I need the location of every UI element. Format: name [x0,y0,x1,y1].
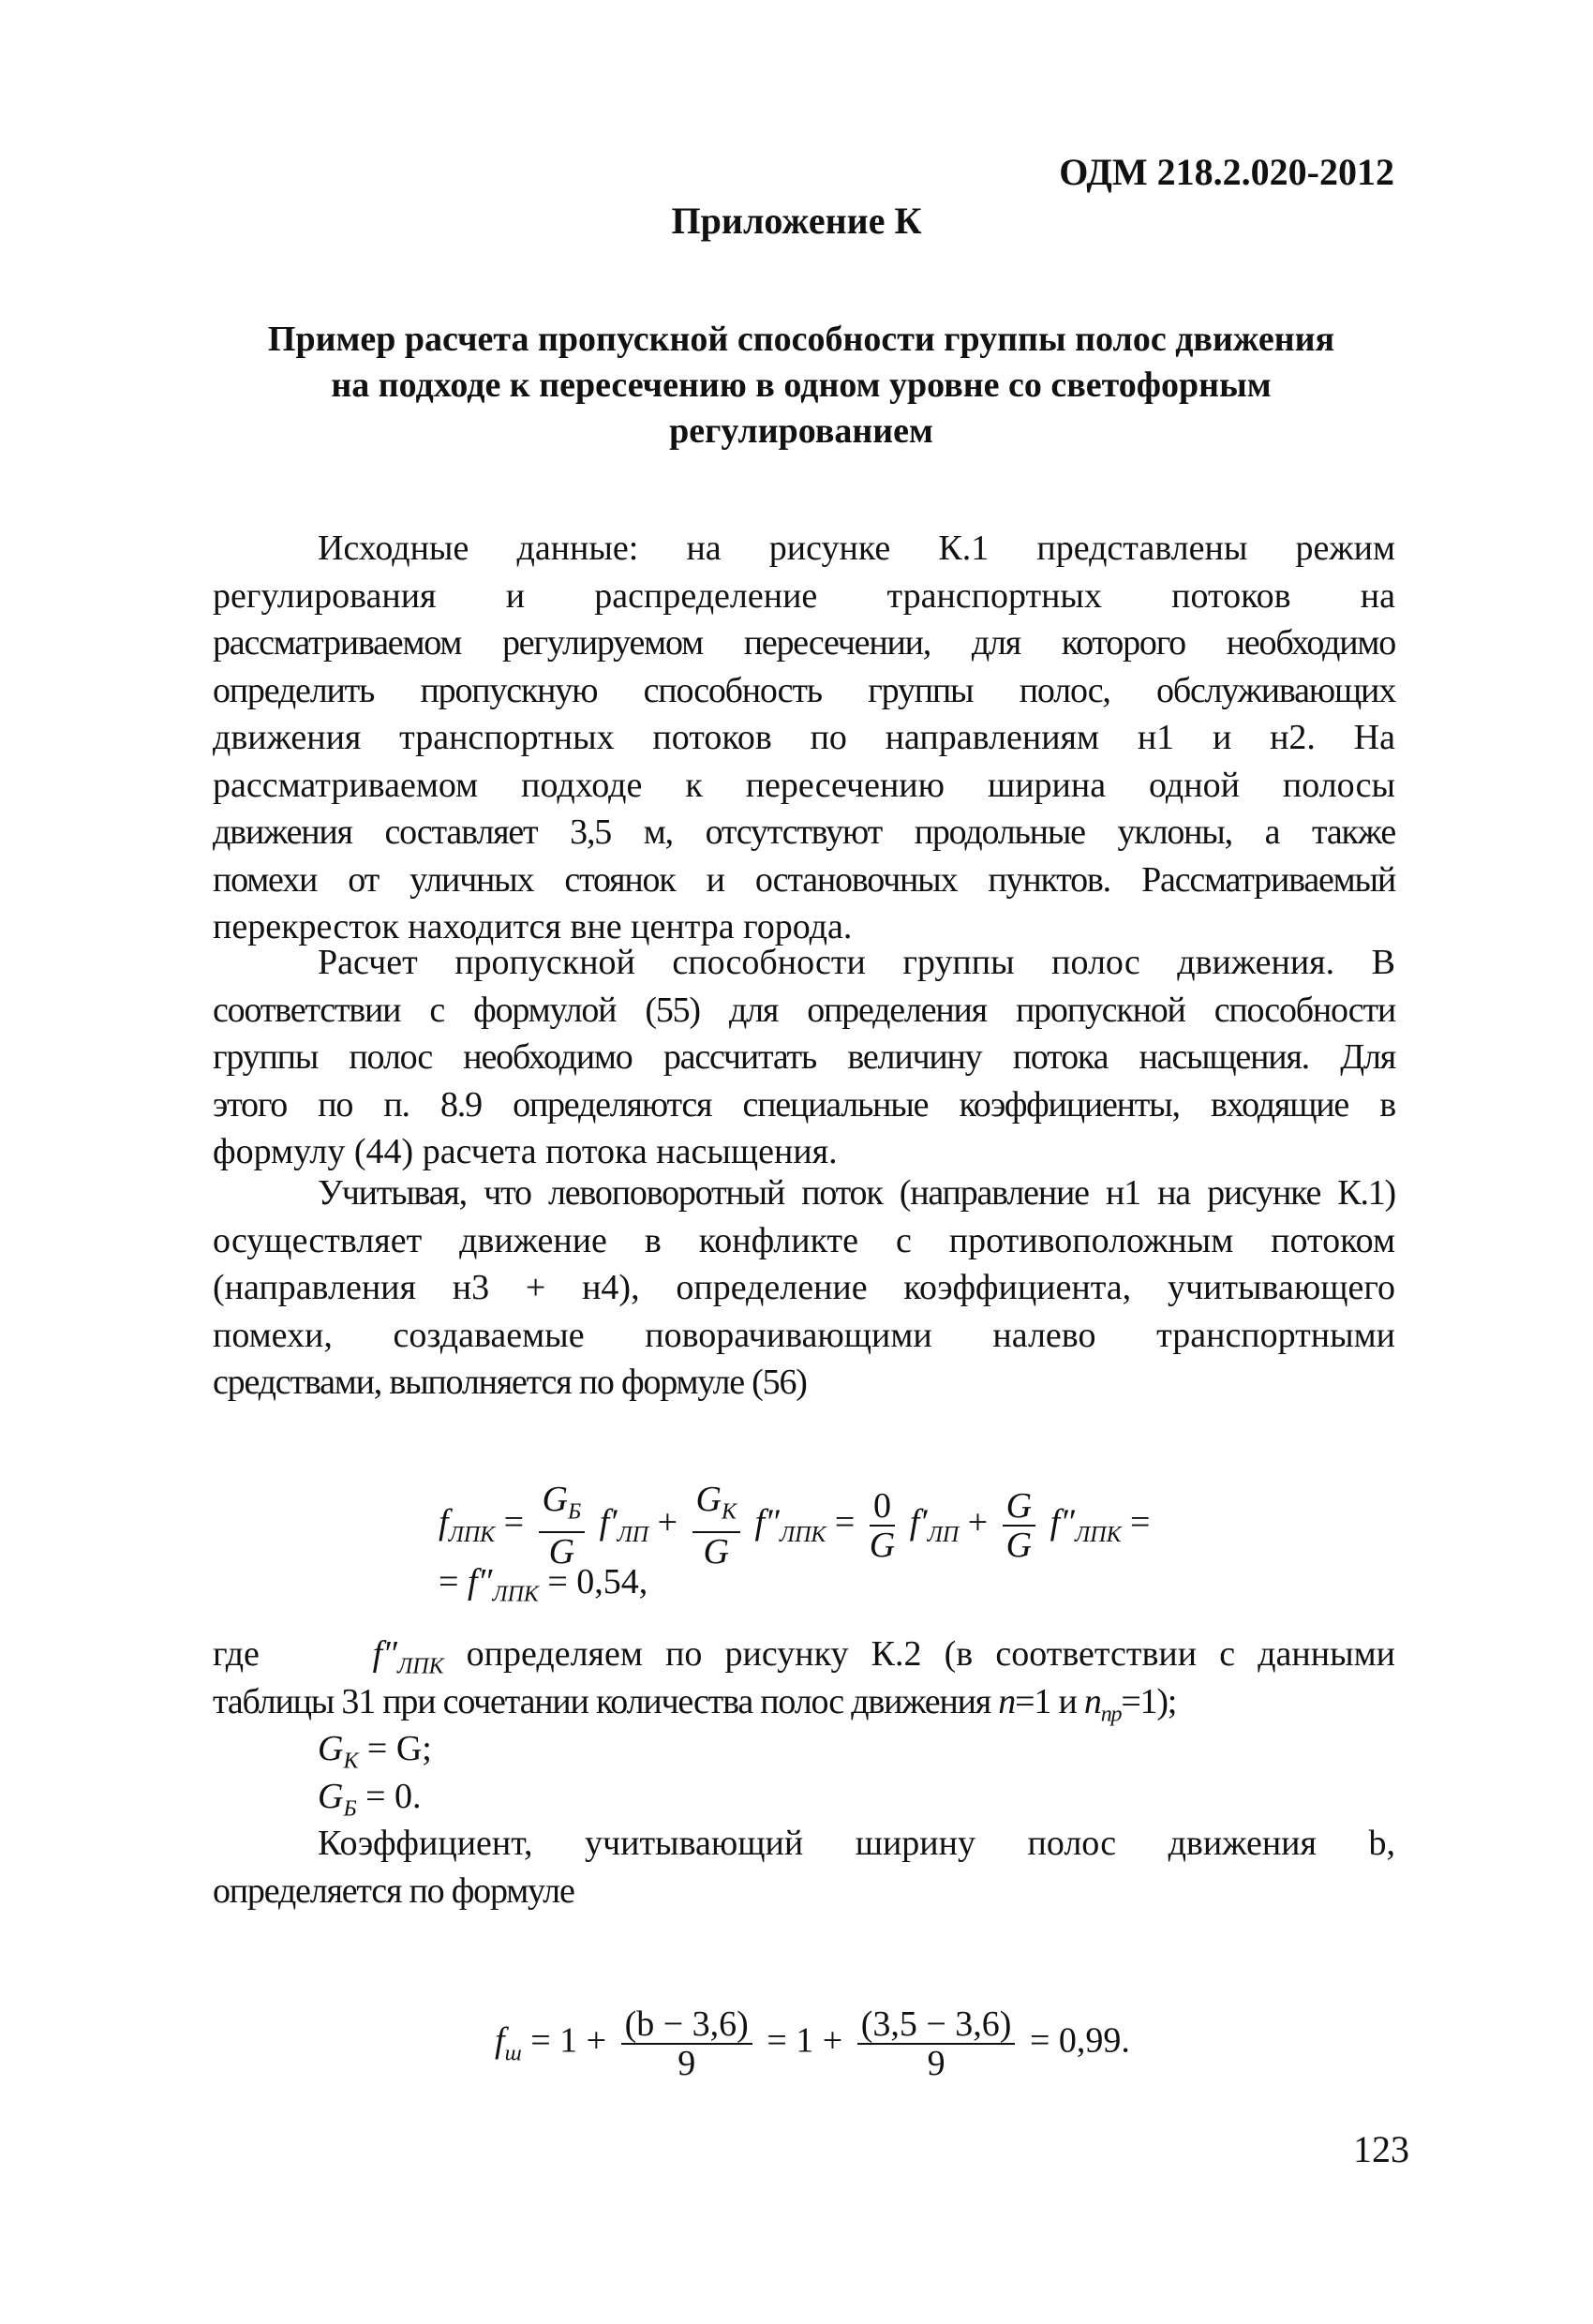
text-line: Коэффициент, учитывающий ширину полос движения b, [318,1824,1395,1863]
fraction: $\frac{G}{G}$ [1003,1487,1035,1564]
document-code: ОДМ 218.2.020-2012 [1059,151,1394,193]
text-line: перекресток находится вне центра города. [213,907,853,946]
text-line: рассматриваемом подходе к пересечению ширина одной полосы [213,765,1395,805]
page-number: 123 [1353,2128,1409,2170]
appendix-title: Приложение К [671,200,922,242]
text-line: движения транспортных потоков по направлениям н1 и н2. На [213,718,1395,757]
text-line: таблицы 31 при сочетании количества полос движения n=1 и $n_{пр}=1$); [213,1681,1177,1727]
text-line: Исходные данные: на рисунке К.1 представлены режим [318,529,1395,568]
title-line: регулированием [669,411,933,451]
text-line: определить пропускную способность группы полос, обслуживающих [213,670,1395,710]
text-line: рассматриваемом регулируемом пересечении, для которого необходимо [213,623,1395,663]
text-line: $G_К = G$; [318,1729,432,1774]
paragraph-lane-width [213,1820,1395,1914]
text-line: средствами, выполняется по формуле (56) [213,1363,807,1402]
text-line: соответствии с формулой (55) для определения пропускной способности [213,990,1395,1030]
formula-lane-width: $f_ш = 1$ + $\frac{(b - 3,6)}{9}$ = 1 + $\frac{(3,5 - 3,6)}{9}$ = 0,99. [495,2004,1130,2083]
paragraph-capacity-calc [213,939,1395,1176]
text-line: движения составляет 3,5 м, отсутствуют продольные уклоны, а также [213,812,1395,852]
fraction: $\frac{(b - 3,6)}{9}$ [621,2005,752,2082]
title-line: на подходе к пересечению в одном уровне со светофорным [331,365,1272,405]
text-line: помехи, создаваемые поворачивающими налево транспортными [213,1315,1395,1355]
text-line: этого по п. 8.9 определяются специальные коэффициенты, входящие в [213,1084,1395,1125]
text-line: определяется по формуле [213,1870,574,1911]
formula-left-turn-result: = $f''_{ЛПК} = 0,54$, [439,1562,648,1607]
text-line: Учитывая, что левоповоротный поток (направление н1 на рисунке К.1) [318,1173,1395,1213]
text-line: регулирования и распределение транспортных потоков на [213,575,1395,616]
paragraph-left-turn [213,1169,1395,1407]
paragraph-initial-data [213,525,1395,951]
section-title [210,317,1392,454]
fraction: $\frac{0}{G}$ [869,1485,896,1565]
formula-left-turn-coefficient: $f_{ЛПК}$ = $\frac{G_Б}{G}$ $f'_{ЛП}$ + $\frac{G_К}{G}$ $f''_{ЛПК}$ = $\frac{0}{G}$ $f'_{ЛП}$ + $\frac{G}{G}$ $f''_{ЛПК}$ = [439,1480,1151,1572]
text-line: помехи от уличных стоянок и остановочных пунктов. Рассматриваемый [213,859,1395,900]
text-line: осуществляет движение в конфликте с противоположным потоком [213,1220,1395,1260]
fraction: $\frac{(3,5 - 3,6)}{9}$ [857,2005,1016,2082]
formula-explanation [213,1631,1395,1820]
title-line: Пример расчета пропускной способности группы полос движения [267,320,1335,359]
text-line: где $f''_{ЛПК}$ определяем по рисунку К.2 (в соответствии с данными [213,1634,1396,1679]
text-line: Расчет пропускной способности группы полос движения. В [318,943,1395,982]
text-line: $G_Б = 0$. [318,1776,422,1822]
fraction: $\frac{G_К}{G}$ [692,1481,740,1571]
text-line: группы полос необходимо рассчитать величину потока насыщения. Для [213,1037,1395,1077]
text-line: формулу (44) расчета потока насыщения. [213,1132,838,1171]
fraction: $\frac{G_Б}{G}$ [539,1481,586,1571]
text-line: (направления н3 + н4), определение коэффициента, учитывающего [213,1268,1395,1307]
